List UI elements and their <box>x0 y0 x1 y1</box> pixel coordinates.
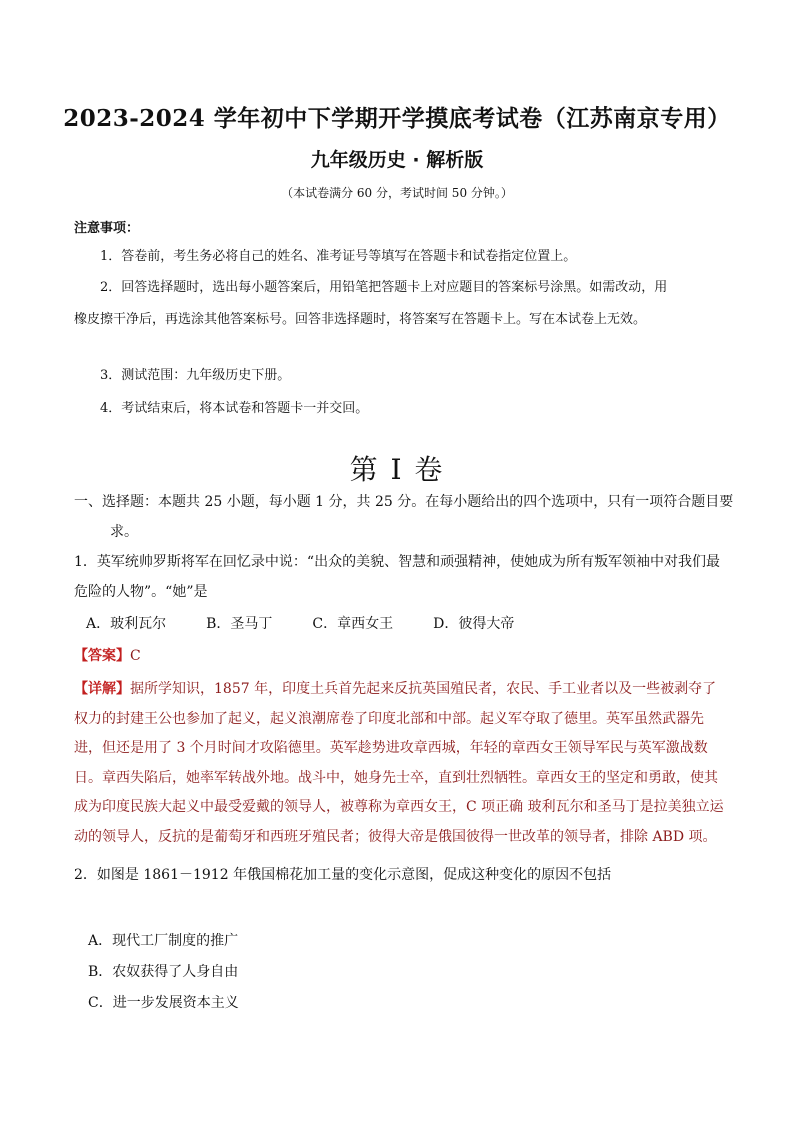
answer-label: 【答案】 <box>74 648 130 664</box>
section-title: 第 I 卷 <box>349 453 445 486</box>
section-instructions: 一、选择题：本题共 25 小题，每小题 1 分，共 25 分。在每小题给出的四个选项中，只有一项符合题目要求。 <box>74 494 734 540</box>
question-1-detail <box>74 675 724 852</box>
notice-item-4: 4．考试结束后，将本试卷和答题卡一并交回。 <box>100 401 369 416</box>
notice-item-2: 2．回答选择题时，选出每小题答案后，用铅笔把答题卡上对应题目的答案标号涂黑。如需改动，用橡皮擦干净后，再选涂其他答案标号。回答非选择题时，将答案写在答题卡上。写在本试卷上无效。 <box>74 280 668 327</box>
detail-label: 【详解】 <box>74 681 130 697</box>
question-1-option-b: B．圣马丁 <box>206 616 273 632</box>
notice-item-1: 1．答卷前，考生务必将自己的姓名、准考证号等填写在答题卡和试卷指定位置上。 <box>100 249 577 264</box>
notice-heading: 注意事项： <box>74 221 140 236</box>
question-2-option-a: A．现代工厂制度的推广 <box>88 933 239 949</box>
question-1-options <box>86 613 554 633</box>
question-2-stem: 2．如图是 1861－1912 年俄国棉花加工量的变化示意图，促成这种变化的原因不包括 <box>74 867 612 883</box>
exam-title: 2023-2024 学年初中下学期开学摸底考试卷（江苏南京专用） <box>63 105 731 132</box>
detail-text: 据所学知识，1857 年，印度土兵首先起来反抗英国殖民者，农民、手工业者以及一些被剥夺了权力的封建王公也参加了起义，起义浪潮席卷了印度北部和中部。起义军夺取了德里。英军虽然武器先进，但还是用了 3 个月时间才攻陷德里。英军趁势进攻章西城，年轻的章西女王领导军民与英军激战数日。章西失陷后，她率军转战外地。战斗中，她身先士卒，直到壮烈牺牲。章西女王的坚定和勇敢，使其成为印度民族大起义中最受爱戴的领导人，被尊称为章西女王，C 项正确 玻利瓦尔和圣马丁是拉美独立运动的领导人，反抗的是葡萄牙和西班牙殖民者；彼得大帝是俄国彼得一世改革的领导者，排除 ABD 项。 <box>74 681 724 845</box>
question-1-answer <box>74 645 141 665</box>
question-2-option-c: C．进一步发展资本主义 <box>88 995 239 1011</box>
answer-value: C <box>130 648 141 664</box>
exam-info: （本试卷满分 60 分，考试时间 50 分钟。） <box>281 186 513 200</box>
question-1-option-a: A．玻利瓦尔 <box>86 616 167 632</box>
question-1-option-c: C．章西女王 <box>312 616 394 632</box>
notice-item-3: 3．测试范围：九年级历史下册。 <box>100 368 291 383</box>
exam-subtitle: 九年级历史 · 解析版 <box>310 149 484 171</box>
question-1-stem: 1．英军统帅罗斯将军在回忆录中说：“出众的美貌、智慧和顽强精神，使她成为所有叛军领袖中对我们最危险的人物”。“她”是 <box>74 554 721 600</box>
question-1-option-d: D．彼得大帝 <box>433 616 515 632</box>
question-2-option-b: B．农奴获得了人身自由 <box>88 964 239 980</box>
